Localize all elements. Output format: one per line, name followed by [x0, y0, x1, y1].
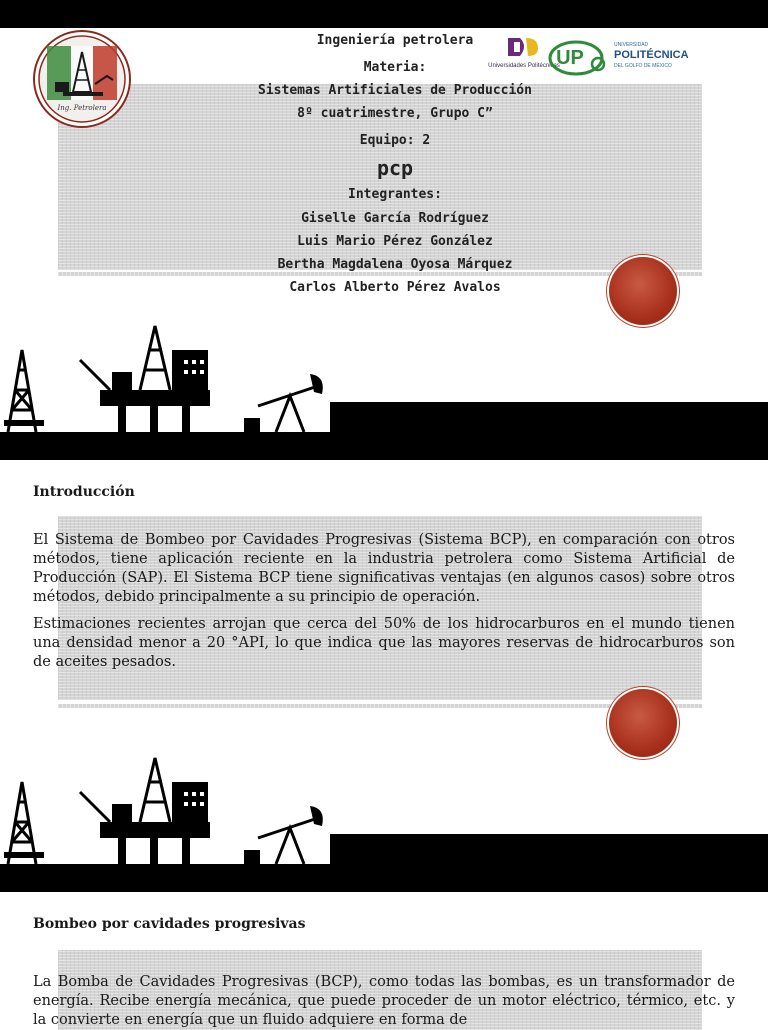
oil-industry-skyline	[0, 752, 768, 892]
logo-right-brand: UP	[556, 47, 584, 69]
member-name: Giselle García Rodríguez	[301, 211, 489, 226]
member-name: Bertha Magdalena Oyosa Márquez	[277, 257, 513, 272]
section-heading: Bombeo por cavidades progresivas	[33, 916, 306, 932]
section-heading: Introducción	[33, 484, 135, 500]
group-info: 8º cuatrimestre, Grupo C”	[297, 106, 493, 121]
title-text-block	[230, 28, 560, 308]
politecnica-golfo-logo	[548, 34, 708, 78]
description-paragraph: La Bomba de Cavidades Progresivas (BCP), como todas las bombas, es un transformador de energía. Recibe energía mecánica, que puede proceder de un motor eléctrico, térmico, etc. y la convierte en energía que un fluido adquiere en forma de	[33, 974, 735, 1028]
intro-paragraph-1: El Sistema de Bombeo por Cavidades Progresivas (Sistema BCP), en comparación con otros métodos, tiene aplicación reciente en la industria petrolera como Sistema Artificial de Producción (SAP). El Sistema BCP tiene significativas ventajas (en algunos casos) sobre otros métodos, debido principalmente a su principio de operación.	[33, 532, 735, 605]
slide-introduction	[0, 460, 768, 892]
slide-pcp-description	[0, 892, 768, 1028]
seal-caption: Ing. Petrolera	[57, 104, 107, 112]
team-number: Equipo: 2	[359, 133, 431, 148]
petroleum-seal-logo	[33, 30, 131, 128]
member-name: Carlos Alberto Pérez Avalos	[289, 280, 501, 295]
slide-title	[0, 28, 768, 460]
intro-paragraph-2: Estimaciones recientes arrojan que cerca del 50% de los hidrocarburos en el mundo tienen una densidad menor a 20 °API, lo que indica que las mayores reservas de hidrocarburos son de aceites pesados.	[33, 616, 735, 670]
oil-industry-skyline	[0, 320, 768, 460]
logo-right-title: POLITÉCNICA	[614, 49, 689, 61]
career-name: Ingeniería petrolera	[316, 33, 474, 48]
subject-label: Materia:	[363, 60, 427, 75]
members-label: Integrantes:	[348, 187, 442, 202]
topic-title: pcp	[376, 156, 414, 180]
panel-underline	[58, 704, 702, 708]
subject-name: Sistemas Artificiales de Producción	[258, 83, 532, 98]
decorative-red-circle	[609, 689, 677, 757]
logo-left-text: Universidades Politécnicas	[488, 63, 560, 69]
top-black-bar	[0, 0, 768, 28]
logo-right-subtitle: DEL GOLFO DE MÉXICO	[614, 63, 672, 69]
decorative-red-circle	[609, 257, 677, 325]
logo-right-small: UNIVERSIDAD	[614, 42, 649, 48]
member-name: Luis Mario Pérez González	[297, 234, 493, 249]
